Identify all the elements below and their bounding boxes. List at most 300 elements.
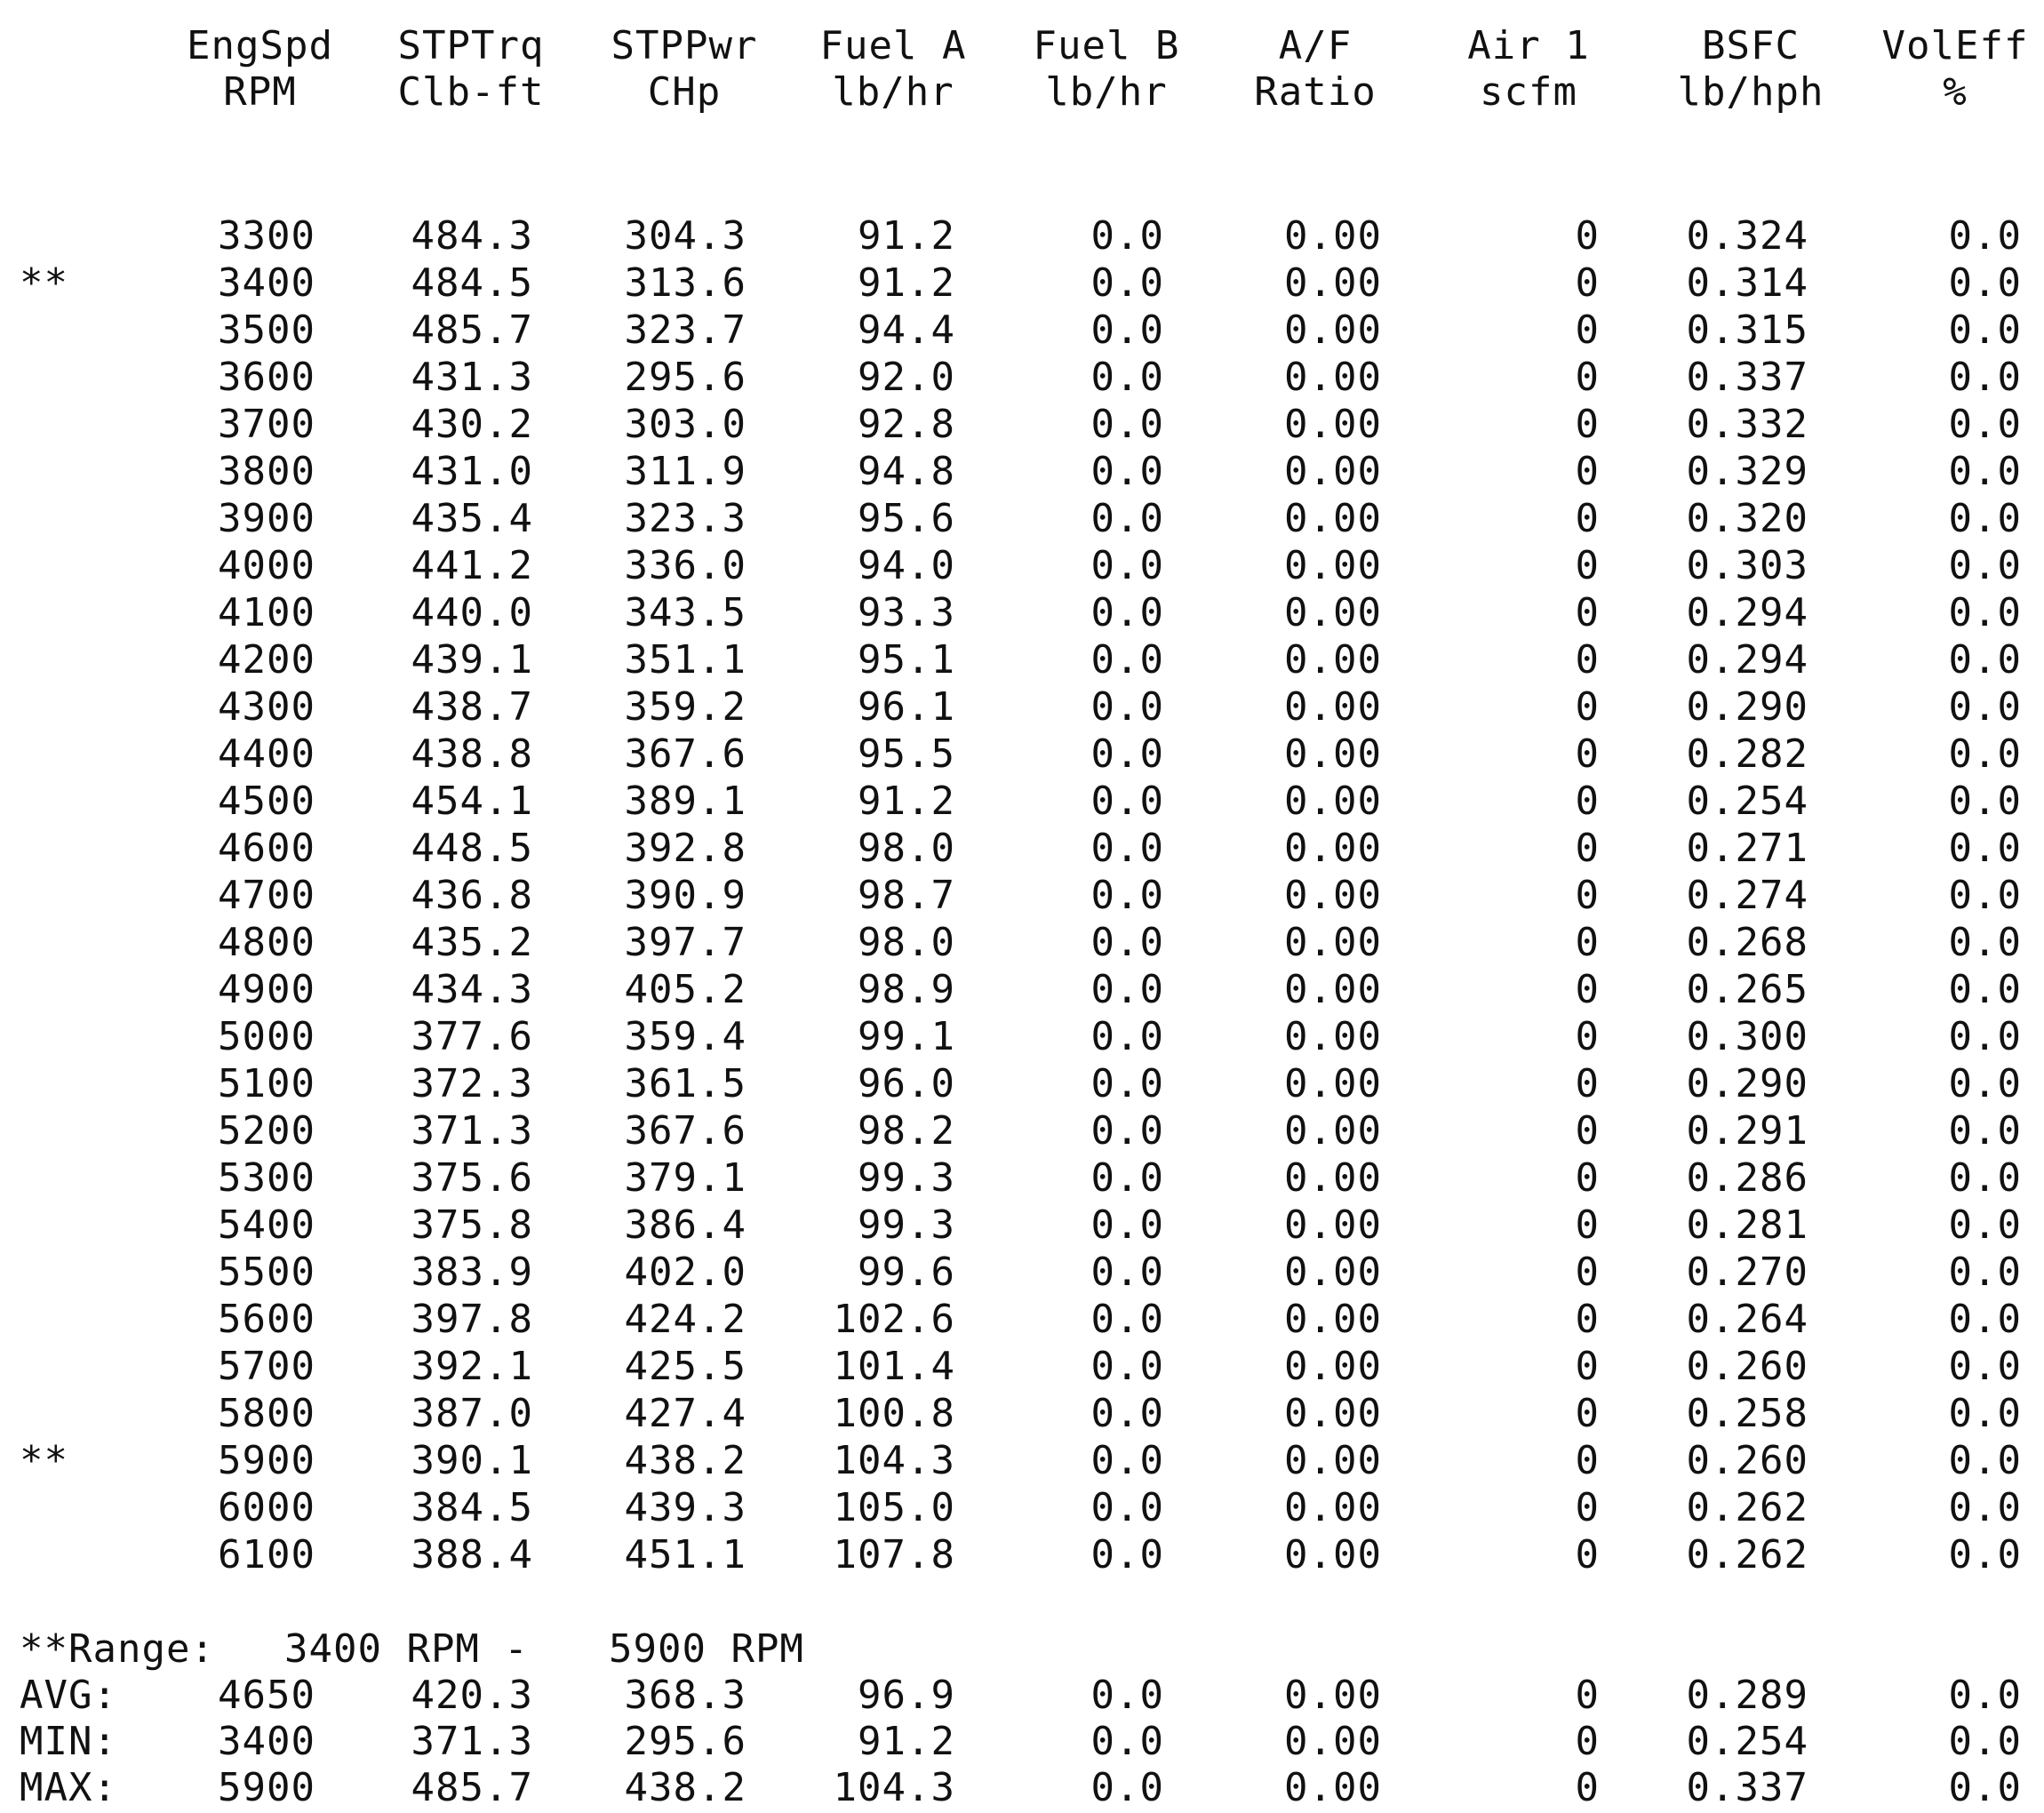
cell-air1: 0 <box>1575 1014 1600 1059</box>
range-to: 5900 RPM <box>609 1626 804 1672</box>
cell-fuel-a: 94.8 <box>858 449 955 494</box>
cell-af-ratio: 0.00 <box>1284 1344 1382 1389</box>
cell-voleff: 0.0 <box>1948 1108 2022 1154</box>
table-row <box>0 1438 2044 1484</box>
cell-voleff: 0.0 <box>1948 1061 2022 1106</box>
summary-af-ratio: 0.00 <box>1284 1719 1382 1764</box>
cell-stppwr: 390.9 <box>624 873 747 918</box>
cell-stptrq: 440.0 <box>411 590 533 635</box>
cell-air1: 0 <box>1575 1391 1600 1436</box>
cell-fuel-a: 94.0 <box>858 543 955 588</box>
summary-fuel-a: 96.9 <box>858 1673 955 1718</box>
cell-fuel-b: 0.0 <box>1090 449 1164 494</box>
cell-af-ratio: 0.00 <box>1284 1438 1382 1483</box>
summary-label: AVG: <box>20 1673 117 1718</box>
cell-fuel-a: 95.5 <box>858 731 955 777</box>
range-row <box>0 1626 2044 1673</box>
cell-engspd: 4000 <box>218 543 315 588</box>
cell-stptrq: 439.1 <box>411 637 533 683</box>
cell-air1: 0 <box>1575 1485 1600 1530</box>
summary-air1: 0 <box>1575 1673 1600 1718</box>
cell-engspd: 4900 <box>218 967 315 1012</box>
cell-stppwr: 439.3 <box>624 1485 747 1530</box>
cell-af-ratio: 0.00 <box>1284 355 1382 400</box>
cell-fuel-b: 0.0 <box>1090 1297 1164 1342</box>
cell-air1: 0 <box>1575 1155 1600 1201</box>
cell-stptrq: 371.3 <box>411 1108 533 1154</box>
cell-voleff: 0.0 <box>1948 1202 2022 1248</box>
summary-row <box>0 1673 2044 1719</box>
summary-air1: 0 <box>1575 1719 1600 1764</box>
cell-stptrq: 436.8 <box>411 873 533 918</box>
cell-engspd: 5800 <box>218 1391 315 1436</box>
cell-af-ratio: 0.00 <box>1284 1014 1382 1059</box>
cell-stppwr: 397.7 <box>624 920 747 965</box>
header-bsfc: BSFC <box>1702 23 1800 68</box>
cell-stppwr: 359.4 <box>624 1014 747 1059</box>
cell-bsfc: 0.324 <box>1686 213 1808 259</box>
cell-fuel-a: 96.0 <box>858 1061 955 1106</box>
cell-stptrq: 392.1 <box>411 1344 533 1389</box>
cell-stppwr: 361.5 <box>624 1061 747 1106</box>
cell-air1: 0 <box>1575 496 1600 541</box>
table-row <box>0 496 2044 542</box>
cell-af-ratio: 0.00 <box>1284 1391 1382 1436</box>
cell-stppwr: 392.8 <box>624 826 747 871</box>
table-row <box>0 779 2044 825</box>
table-row <box>0 967 2044 1013</box>
summary-voleff: 0.0 <box>1948 1719 2022 1764</box>
cell-engspd: 5500 <box>218 1250 315 1295</box>
table-row <box>0 1014 2044 1060</box>
cell-bsfc: 0.282 <box>1686 731 1808 777</box>
cell-fuel-b: 0.0 <box>1090 1014 1164 1059</box>
cell-engspd: 4200 <box>218 637 315 683</box>
cell-stppwr: 402.0 <box>624 1250 747 1295</box>
cell-fuel-a: 92.0 <box>858 355 955 400</box>
cell-stptrq: 390.1 <box>411 1438 533 1483</box>
cell-engspd: 3500 <box>218 307 315 353</box>
cell-fuel-a: 95.6 <box>858 496 955 541</box>
cell-stptrq: 375.8 <box>411 1202 533 1248</box>
cell-voleff: 0.0 <box>1948 637 2022 683</box>
cell-stppwr: 367.6 <box>624 1108 747 1154</box>
cell-stptrq: 377.6 <box>411 1014 533 1059</box>
summary-voleff: 0.0 <box>1948 1765 2022 1810</box>
cell-air1: 0 <box>1575 967 1600 1012</box>
table-row <box>0 260 2044 307</box>
cell-voleff: 0.0 <box>1948 1532 2022 1577</box>
unit-ratio: Ratio <box>1254 69 1377 115</box>
table-row <box>0 1250 2044 1296</box>
table-row <box>0 355 2044 401</box>
cell-bsfc: 0.270 <box>1686 1250 1808 1295</box>
unit-lb-hph: lb/hph <box>1677 69 1824 115</box>
summary-label: MAX: <box>20 1765 117 1810</box>
cell-air1: 0 <box>1575 213 1600 259</box>
cell-fuel-b: 0.0 <box>1090 920 1164 965</box>
summary-stptrq: 420.3 <box>411 1673 533 1718</box>
cell-bsfc: 0.268 <box>1686 920 1808 965</box>
cell-fuel-b: 0.0 <box>1090 873 1164 918</box>
cell-af-ratio: 0.00 <box>1284 826 1382 871</box>
cell-voleff: 0.0 <box>1948 355 2022 400</box>
summary-row <box>0 1765 2044 1811</box>
cell-stppwr: 379.1 <box>624 1155 747 1201</box>
summary-label: MIN: <box>20 1719 117 1764</box>
cell-bsfc: 0.260 <box>1686 1344 1808 1389</box>
cell-air1: 0 <box>1575 1438 1600 1483</box>
cell-fuel-a: 99.3 <box>858 1155 955 1201</box>
cell-fuel-b: 0.0 <box>1090 684 1164 730</box>
cell-fuel-a: 93.3 <box>858 590 955 635</box>
cell-af-ratio: 0.00 <box>1284 307 1382 353</box>
cell-bsfc: 0.262 <box>1686 1532 1808 1577</box>
cell-air1: 0 <box>1575 920 1600 965</box>
cell-fuel-a: 95.1 <box>858 637 955 683</box>
cell-engspd: 4700 <box>218 873 315 918</box>
unit-rpm: RPM <box>223 69 297 115</box>
summary-fuel-b: 0.0 <box>1090 1765 1164 1810</box>
cell-stptrq: 430.2 <box>411 402 533 447</box>
cell-fuel-b: 0.0 <box>1090 1202 1164 1248</box>
cell-stppwr: 313.6 <box>624 260 747 306</box>
summary-af-ratio: 0.00 <box>1284 1673 1382 1718</box>
cell-af-ratio: 0.00 <box>1284 1532 1382 1577</box>
cell-stptrq: 384.5 <box>411 1485 533 1530</box>
cell-stptrq: 484.5 <box>411 260 533 306</box>
cell-bsfc: 0.294 <box>1686 590 1808 635</box>
cell-voleff: 0.0 <box>1948 213 2022 259</box>
cell-engspd: 5200 <box>218 1108 315 1154</box>
summary-engspd: 4650 <box>218 1673 315 1718</box>
cell-af-ratio: 0.00 <box>1284 449 1382 494</box>
cell-stppwr: 323.3 <box>624 496 747 541</box>
cell-af-ratio: 0.00 <box>1284 260 1382 306</box>
cell-stptrq: 431.3 <box>411 355 533 400</box>
cell-engspd: 5000 <box>218 1014 315 1059</box>
cell-fuel-a: 92.8 <box>858 402 955 447</box>
cell-fuel-a: 91.2 <box>858 779 955 824</box>
cell-fuel-b: 0.0 <box>1090 731 1164 777</box>
cell-fuel-b: 0.0 <box>1090 826 1164 871</box>
cell-engspd: 3400 <box>218 260 315 306</box>
cell-bsfc: 0.332 <box>1686 402 1808 447</box>
cell-stptrq: 434.3 <box>411 967 533 1012</box>
cell-stppwr: 386.4 <box>624 1202 747 1248</box>
cell-air1: 0 <box>1575 826 1600 871</box>
cell-air1: 0 <box>1575 1297 1600 1342</box>
cell-air1: 0 <box>1575 260 1600 306</box>
range-label: **Range: <box>20 1626 215 1672</box>
cell-air1: 0 <box>1575 307 1600 353</box>
cell-bsfc: 0.300 <box>1686 1014 1808 1059</box>
cell-engspd: 5600 <box>218 1297 315 1342</box>
cell-stptrq: 454.1 <box>411 779 533 824</box>
cell-fuel-b: 0.0 <box>1090 1391 1164 1436</box>
cell-engspd: 5100 <box>218 1061 315 1106</box>
cell-fuel-a: 91.2 <box>858 213 955 259</box>
summary-stppwr: 295.6 <box>624 1719 747 1764</box>
table-row <box>0 684 2044 731</box>
cell-voleff: 0.0 <box>1948 260 2022 306</box>
cell-fuel-b: 0.0 <box>1090 637 1164 683</box>
cell-fuel-a: 98.0 <box>858 826 955 871</box>
table-row <box>0 1344 2044 1390</box>
cell-stptrq: 375.6 <box>411 1155 533 1201</box>
cell-voleff: 0.0 <box>1948 1438 2022 1483</box>
cell-stptrq: 431.0 <box>411 449 533 494</box>
table-row <box>0 449 2044 495</box>
header-engspd: EngSpd <box>187 23 333 68</box>
cell-engspd: 5700 <box>218 1344 315 1389</box>
cell-stppwr: 451.1 <box>624 1532 747 1577</box>
cell-voleff: 0.0 <box>1948 1344 2022 1389</box>
cell-stppwr: 343.5 <box>624 590 747 635</box>
table-row <box>0 543 2044 589</box>
cell-fuel-a: 102.6 <box>833 1297 955 1342</box>
cell-engspd: 4500 <box>218 779 315 824</box>
cell-bsfc: 0.258 <box>1686 1391 1808 1436</box>
summary-af-ratio: 0.00 <box>1284 1765 1382 1810</box>
cell-stptrq: 387.0 <box>411 1391 533 1436</box>
cell-air1: 0 <box>1575 1344 1600 1389</box>
cell-voleff: 0.0 <box>1948 496 2022 541</box>
cell-fuel-b: 0.0 <box>1090 543 1164 588</box>
table-row <box>0 920 2044 966</box>
cell-air1: 0 <box>1575 449 1600 494</box>
cell-af-ratio: 0.00 <box>1284 1485 1382 1530</box>
cell-engspd: 6000 <box>218 1485 315 1530</box>
cell-bsfc: 0.262 <box>1686 1485 1808 1530</box>
cell-stppwr: 336.0 <box>624 543 747 588</box>
cell-af-ratio: 0.00 <box>1284 590 1382 635</box>
cell-stptrq: 438.8 <box>411 731 533 777</box>
cell-engspd: 4100 <box>218 590 315 635</box>
cell-fuel-b: 0.0 <box>1090 402 1164 447</box>
cell-engspd: 3700 <box>218 402 315 447</box>
cell-af-ratio: 0.00 <box>1284 1202 1382 1248</box>
cell-stptrq: 397.8 <box>411 1297 533 1342</box>
cell-bsfc: 0.314 <box>1686 260 1808 306</box>
cell-fuel-b: 0.0 <box>1090 779 1164 824</box>
cell-fuel-b: 0.0 <box>1090 496 1164 541</box>
unit-lb-hr-b: lb/hr <box>1045 69 1168 115</box>
table-row <box>0 1108 2044 1154</box>
cell-fuel-b: 0.0 <box>1090 213 1164 259</box>
cell-bsfc: 0.315 <box>1686 307 1808 353</box>
summary-fuel-a: 104.3 <box>833 1765 955 1810</box>
cell-stptrq: 435.4 <box>411 496 533 541</box>
header-row-1 <box>0 23 2044 69</box>
unit-clb-ft: Clb-ft <box>397 69 545 115</box>
cell-voleff: 0.0 <box>1948 967 2022 1012</box>
header-voleff: VolEff <box>1881 23 2029 68</box>
cell-bsfc: 0.291 <box>1686 1108 1808 1154</box>
cell-engspd: 3300 <box>218 213 315 259</box>
header-air: Air 1 <box>1467 23 1590 68</box>
cell-voleff: 0.0 <box>1948 1297 2022 1342</box>
cell-air1: 0 <box>1575 402 1600 447</box>
cell-bsfc: 0.254 <box>1686 779 1808 824</box>
cell-fuel-b: 0.0 <box>1090 1250 1164 1295</box>
table-row <box>0 826 2044 872</box>
cell-bsfc: 0.329 <box>1686 449 1808 494</box>
cell-bsfc: 0.290 <box>1686 684 1808 730</box>
cell-fuel-b: 0.0 <box>1090 1061 1164 1106</box>
cell-engspd: 3600 <box>218 355 315 400</box>
cell-fuel-a: 98.0 <box>858 920 955 965</box>
summary-stppwr: 438.2 <box>624 1765 747 1810</box>
cell-fuel-a: 94.4 <box>858 307 955 353</box>
cell-fuel-a: 96.1 <box>858 684 955 730</box>
cell-engspd: 6100 <box>218 1532 315 1577</box>
header-af: A/F <box>1278 23 1353 68</box>
header-row-2 <box>0 69 2044 116</box>
cell-af-ratio: 0.00 <box>1284 1250 1382 1295</box>
cell-bsfc: 0.294 <box>1686 637 1808 683</box>
cell-engspd: 4800 <box>218 920 315 965</box>
cell-fuel-b: 0.0 <box>1090 1532 1164 1577</box>
cell-fuel-b: 0.0 <box>1090 1155 1164 1201</box>
summary-bsfc: 0.289 <box>1686 1673 1808 1718</box>
unit-lb-hr-a: lb/hr <box>832 69 954 115</box>
cell-stppwr: 304.3 <box>624 213 747 259</box>
summary-fuel-b: 0.0 <box>1090 1673 1164 1718</box>
table-row <box>0 402 2044 448</box>
cell-air1: 0 <box>1575 731 1600 777</box>
table-row <box>0 731 2044 778</box>
cell-fuel-b: 0.0 <box>1090 260 1164 306</box>
cell-engspd: 3900 <box>218 496 315 541</box>
cell-af-ratio: 0.00 <box>1284 873 1382 918</box>
cell-air1: 0 <box>1575 1532 1600 1577</box>
cell-air1: 0 <box>1575 1108 1600 1154</box>
cell-stppwr: 438.2 <box>624 1438 747 1483</box>
summary-bsfc: 0.337 <box>1686 1765 1808 1810</box>
cell-stptrq: 448.5 <box>411 826 533 871</box>
cell-voleff: 0.0 <box>1948 779 2022 824</box>
cell-voleff: 0.0 <box>1948 1155 2022 1201</box>
cell-voleff: 0.0 <box>1948 684 2022 730</box>
cell-fuel-a: 100.8 <box>833 1391 955 1436</box>
cell-voleff: 0.0 <box>1948 1391 2022 1436</box>
summary-stptrq: 485.7 <box>411 1765 533 1810</box>
cell-fuel-b: 0.0 <box>1090 355 1164 400</box>
summary-stppwr: 368.3 <box>624 1673 747 1718</box>
unit-scfm: scfm <box>1480 69 1577 115</box>
cell-voleff: 0.0 <box>1948 920 2022 965</box>
table-row <box>0 590 2044 636</box>
cell-air1: 0 <box>1575 1061 1600 1106</box>
cell-voleff: 0.0 <box>1948 1250 2022 1295</box>
cell-stppwr: 323.7 <box>624 307 747 353</box>
cell-af-ratio: 0.00 <box>1284 684 1382 730</box>
cell-af-ratio: 0.00 <box>1284 1061 1382 1106</box>
cell-af-ratio: 0.00 <box>1284 1155 1382 1201</box>
table-row <box>0 1297 2044 1343</box>
cell-voleff: 0.0 <box>1948 1485 2022 1530</box>
table-row <box>0 1155 2044 1202</box>
table-row <box>0 1485 2044 1531</box>
cell-fuel-b: 0.0 <box>1090 1485 1164 1530</box>
cell-stptrq: 383.9 <box>411 1250 533 1295</box>
cell-stptrq: 388.4 <box>411 1532 533 1577</box>
cell-bsfc: 0.264 <box>1686 1297 1808 1342</box>
cell-af-ratio: 0.00 <box>1284 731 1382 777</box>
cell-engspd: 4400 <box>218 731 315 777</box>
cell-fuel-a: 101.4 <box>833 1344 955 1389</box>
header-stppwr: STPPwr <box>611 23 758 68</box>
summary-bsfc: 0.254 <box>1686 1719 1808 1764</box>
cell-voleff: 0.0 <box>1948 826 2022 871</box>
cell-bsfc: 0.320 <box>1686 496 1808 541</box>
cell-stppwr: 351.1 <box>624 637 747 683</box>
cell-stppwr: 359.2 <box>624 684 747 730</box>
cell-bsfc: 0.271 <box>1686 826 1808 871</box>
cell-af-ratio: 0.00 <box>1284 920 1382 965</box>
cell-fuel-a: 91.2 <box>858 260 955 306</box>
cell-stppwr: 367.6 <box>624 731 747 777</box>
range-from: 3400 RPM - <box>284 1626 529 1672</box>
cell-fuel-a: 98.9 <box>858 967 955 1012</box>
cell-voleff: 0.0 <box>1948 731 2022 777</box>
cell-stptrq: 441.2 <box>411 543 533 588</box>
table-row <box>0 873 2044 919</box>
cell-stppwr: 303.0 <box>624 402 747 447</box>
cell-fuel-a: 104.3 <box>833 1438 955 1483</box>
summary-voleff: 0.0 <box>1948 1673 2022 1718</box>
cell-engspd: 5300 <box>218 1155 315 1201</box>
cell-engspd: 3800 <box>218 449 315 494</box>
table-row <box>0 1532 2044 1578</box>
cell-fuel-b: 0.0 <box>1090 1438 1164 1483</box>
cell-bsfc: 0.337 <box>1686 355 1808 400</box>
cell-bsfc: 0.290 <box>1686 1061 1808 1106</box>
cell-engspd: 5900 <box>218 1438 315 1483</box>
summary-air1: 0 <box>1575 1765 1600 1810</box>
cell-stppwr: 424.2 <box>624 1297 747 1342</box>
summary-stptrq: 371.3 <box>411 1719 533 1764</box>
cell-voleff: 0.0 <box>1948 543 2022 588</box>
header-fuel-a: Fuel A <box>819 23 967 68</box>
cell-stptrq: 484.3 <box>411 213 533 259</box>
cell-air1: 0 <box>1575 684 1600 730</box>
cell-fuel-a: 98.2 <box>858 1108 955 1154</box>
cell-fuel-b: 0.0 <box>1090 307 1164 353</box>
cell-fuel-a: 99.6 <box>858 1250 955 1295</box>
table-row <box>0 1061 2044 1107</box>
cell-bsfc: 0.303 <box>1686 543 1808 588</box>
cell-stppwr: 295.6 <box>624 355 747 400</box>
cell-af-ratio: 0.00 <box>1284 1108 1382 1154</box>
header-fuel-b: Fuel B <box>1033 23 1180 68</box>
table-row <box>0 637 2044 683</box>
cell-engspd: 4600 <box>218 826 315 871</box>
cell-stppwr: 405.2 <box>624 967 747 1012</box>
cell-bsfc: 0.286 <box>1686 1155 1808 1201</box>
cell-fuel-b: 0.0 <box>1090 590 1164 635</box>
cell-fuel-a: 99.1 <box>858 1014 955 1059</box>
cell-stppwr: 425.5 <box>624 1344 747 1389</box>
cell-fuel-a: 105.0 <box>833 1485 955 1530</box>
header-stptrq: STPTrq <box>397 23 545 68</box>
cell-stptrq: 435.2 <box>411 920 533 965</box>
cell-fuel-b: 0.0 <box>1090 1108 1164 1154</box>
summary-engspd: 5900 <box>218 1765 315 1810</box>
unit-chp: CHp <box>647 69 722 115</box>
cell-fuel-a: 107.8 <box>833 1532 955 1577</box>
